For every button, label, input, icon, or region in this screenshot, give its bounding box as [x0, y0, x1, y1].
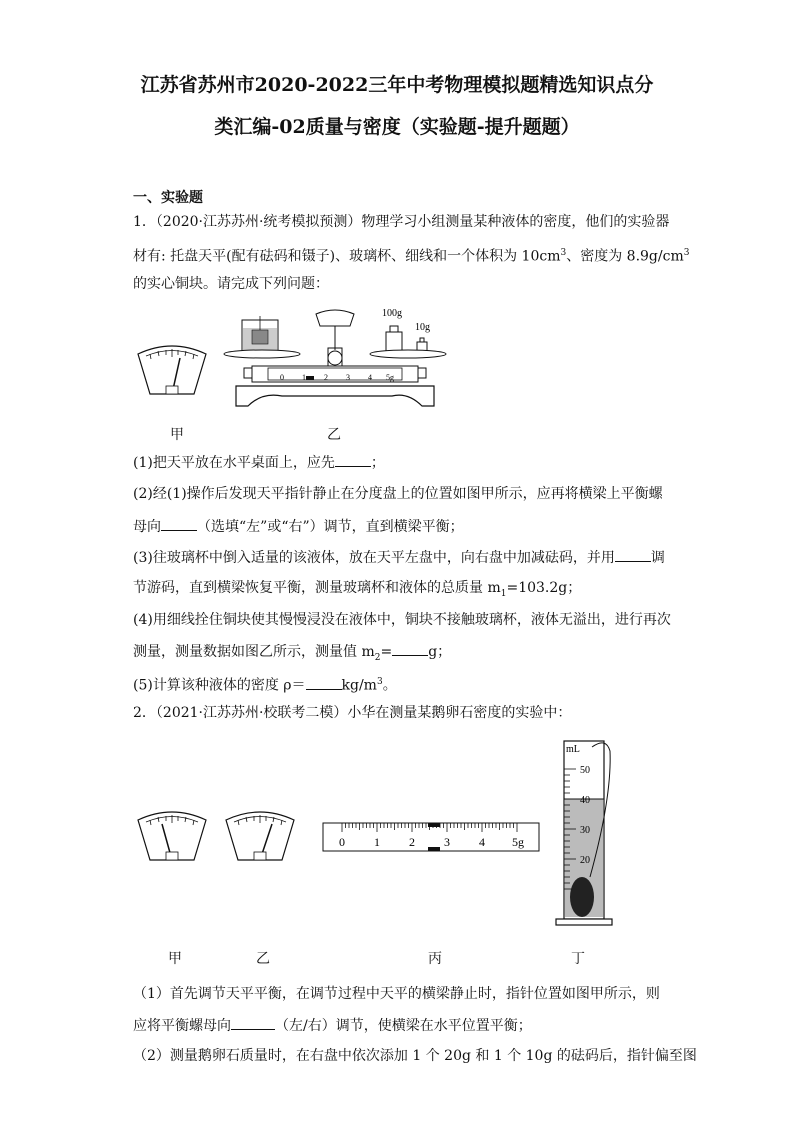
q2-step1-line1: （1）首先调节天平平衡，在调节过程中天平的横梁静止时，指针位置如图甲所示，则	[133, 986, 660, 1002]
q1-step1: (1)把天平放在水平桌面上，应先 ；	[133, 452, 385, 473]
document-title-line2: 类汇编-02质量与密度（实验题-提升题题）	[214, 116, 580, 138]
q1-step4-line2: 测量，测量数据如图乙所示，测量值 $m_2= g$；	[133, 641, 451, 668]
svg-text:30: 30	[580, 825, 590, 836]
document-title-line1: 江苏省苏州市2020-2022三年中考物理模拟题精选知识点分	[140, 74, 654, 96]
svg-text:4: 4	[479, 835, 485, 849]
svg-text:3: 3	[346, 373, 350, 382]
q1-caption-yi: 乙	[327, 427, 341, 443]
q1-stem-line3: 的实心铜块。请完成下列问题：	[133, 276, 329, 292]
q1-dial-figure-jia	[136, 340, 208, 398]
svg-text:1: 1	[374, 835, 380, 849]
svg-text:50: 50	[580, 765, 590, 776]
q2-caption-yi: 乙	[256, 951, 270, 967]
svg-text:mL: mL	[566, 744, 580, 755]
svg-text:2: 2	[324, 373, 328, 382]
svg-text:0: 0	[280, 373, 284, 382]
svg-text:40: 40	[580, 795, 590, 806]
q1-caption-jia: 甲	[170, 427, 184, 443]
q2-stem: 2．（2021·江苏苏州·校联考二模）小华在测量某鹅卵石密度的实验中：	[133, 705, 572, 721]
q2-dial-figure-jia	[136, 806, 208, 864]
q2-caption-ding: 丁	[571, 951, 585, 967]
q1-step3-line2: 节游码，直到横梁恢复平衡，测量玻璃杯和液体的总质量 $m_1=103.2g$；	[133, 580, 582, 599]
svg-text:20: 20	[580, 855, 590, 866]
q1-balance-figure-yi	[222, 302, 448, 414]
q1-step3-line1: (3)往玻璃杯中倒入适量的该液体，放在天平左盘中，向右盘中加减砝码，并用 调	[133, 547, 665, 568]
q1-step2-line2: 母向 （选填“左”或“右”）调节，直到横梁平衡；	[133, 516, 464, 537]
svg-text:1: 1	[302, 373, 306, 382]
q1-step2-line1: (2)经(1)操作后发现天平指针静止在分度盘上的位置如图甲所示，应再将横梁上平衡螺	[133, 486, 663, 502]
q2-step1-line2: 应将平衡螺母向 （左/右）调节，使横梁在水平位置平衡；	[133, 1015, 532, 1036]
q1-stem-line2: 材有: 托盘天平(配有砝码和镊子)、玻璃杯、细线和一个体积为 $10cm^3$、密度为 $8.9g/cm^3$	[133, 248, 690, 265]
svg-text:5g: 5g	[386, 373, 394, 382]
section-heading: 一、实验题	[133, 190, 203, 206]
q2-ruler-figure-bing	[322, 822, 540, 852]
svg-text:0: 0	[339, 835, 345, 849]
q2-cylinder-figure-ding	[554, 737, 624, 929]
svg-text:4: 4	[368, 373, 372, 382]
svg-text:2: 2	[409, 835, 415, 849]
q1-weight-100g: 100g	[382, 308, 402, 319]
svg-text:5g: 5g	[512, 835, 524, 849]
q1-step5: (5)计算该种液体的密度 $\rho= kg/m^3$。	[133, 672, 397, 696]
q2-caption-jia: 甲	[168, 951, 182, 967]
q2-caption-bing: 丙	[428, 951, 442, 967]
q1-step4-line1: (4)用细线拴住铜块使其慢慢浸没在液体中，铜块不接触玻璃杯，液体无溢出，进行再次	[133, 612, 671, 628]
q2-step2-line1: （2）测量鹅卵石质量时，在右盘中依次添加 1 个 20g 和 1 个 10g 的砝码后，指针偏至图	[133, 1048, 697, 1064]
q1-weight-10g: 10g	[415, 322, 430, 333]
q1-stem-line1: 1．（2020·江苏苏州·统考模拟预测）物理学习小组测量某种液体的密度，他们的实验器	[133, 214, 670, 230]
q2-dial-figure-yi	[224, 806, 296, 864]
svg-text:3: 3	[444, 835, 450, 849]
